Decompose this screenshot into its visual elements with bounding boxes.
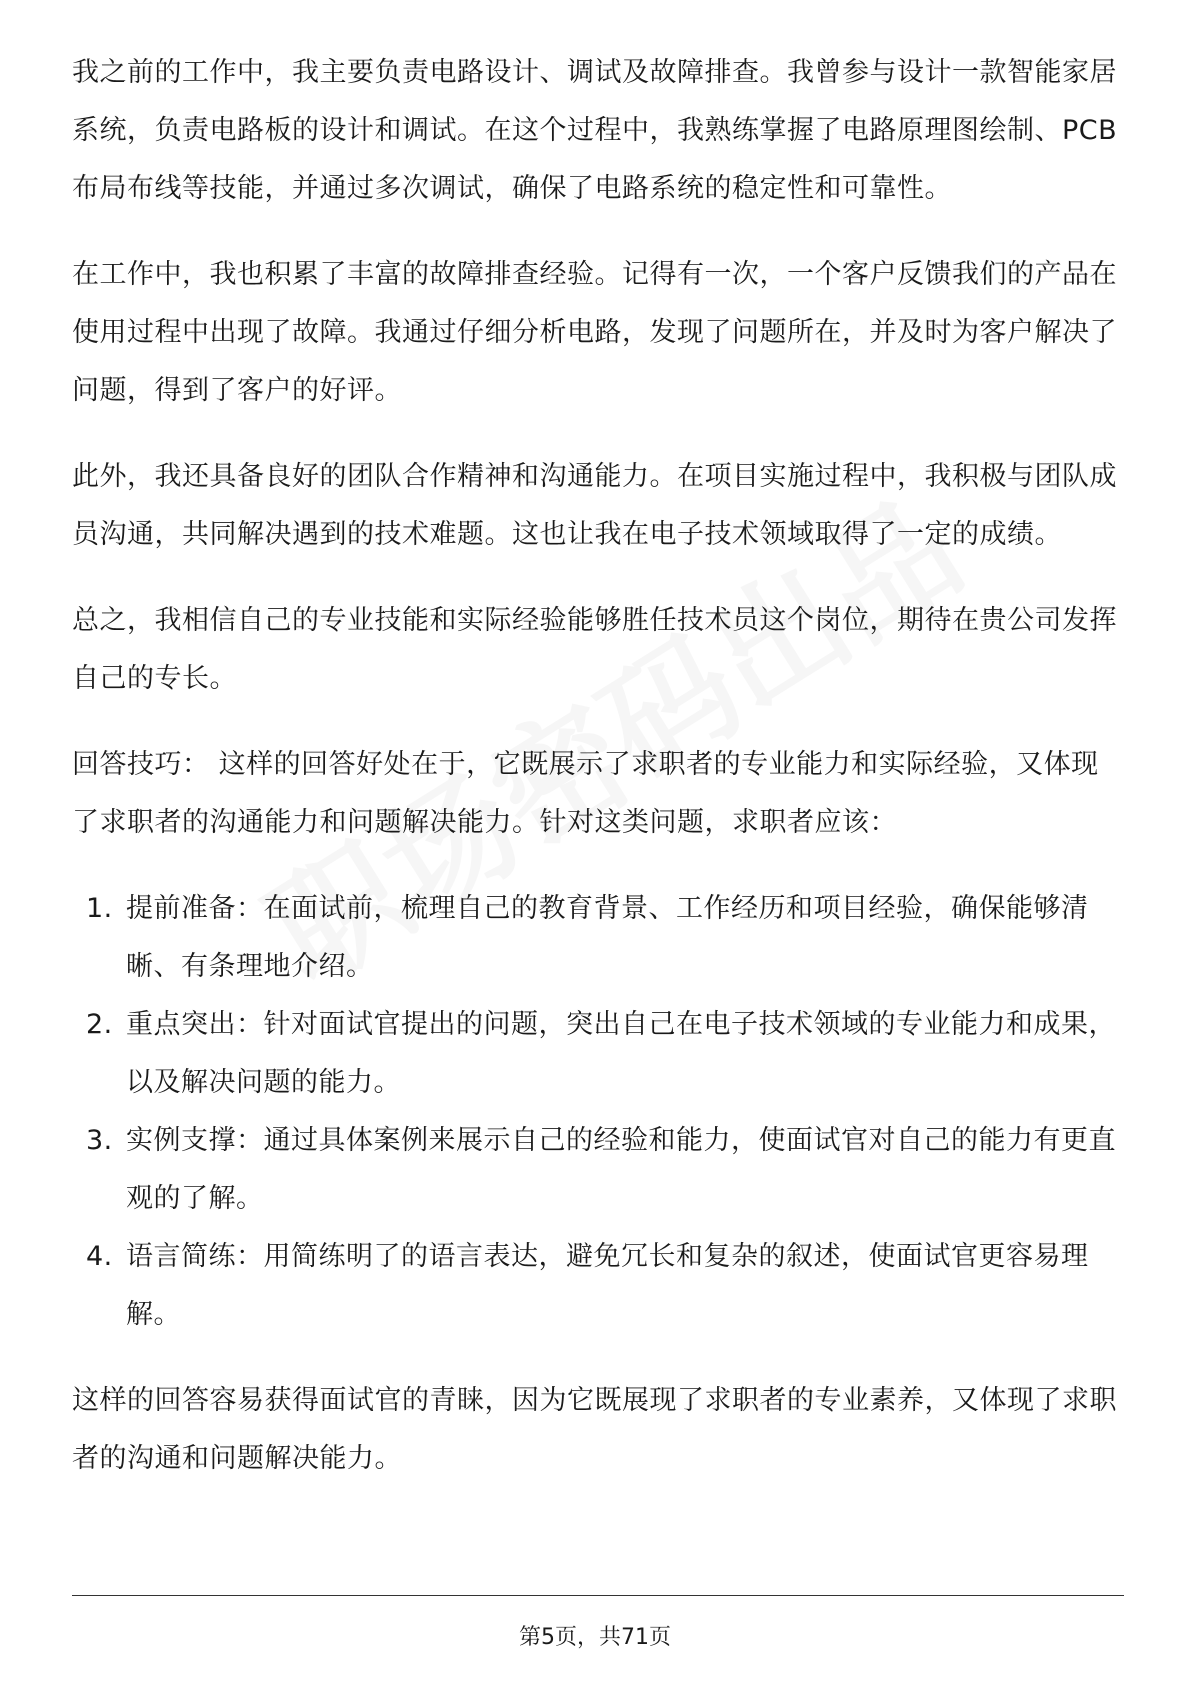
list-item-number: 3.: [86, 1125, 113, 1156]
paragraph-closing: 这样的回答容易获得面试官的青睐，因为它既展现了求职者的专业素养，又体现了求职者的沟通和问题解决能力。: [72, 1385, 1117, 1474]
list-item-text: 重点突出：针对面试官提出的问题，突出自己在电子技术领域的专业能力和成果，以及解决问题的能力。: [126, 1009, 1116, 1098]
paragraph-teamwork: 此外，我还具备良好的团队合作精神和沟通能力。在项目实施过程中，我积极与团队成员沟通，共同解决遇到的技术难题。这也让我在电子技术领域取得了一定的成绩。: [72, 461, 1117, 550]
list-item-text: 提前准备：在面试前，梳理自己的教育背景、工作经历和项目经验，确保能够清晰、有条理地介绍。: [126, 893, 1089, 982]
list-item: [72, 880, 1124, 996]
footer-divider: [72, 1595, 1124, 1596]
list-item: [72, 996, 1124, 1112]
page-number: 第5页，共71页: [519, 1625, 671, 1650]
list-item-text: 语言简练：用简练明了的语言表达，避免冗长和复杂的叙述，使面试官更容易理解。: [126, 1241, 1089, 1330]
list-item: [72, 1112, 1124, 1228]
document-body: [72, 44, 1124, 1516]
list-item-number: 4.: [86, 1241, 113, 1272]
list-item-number: 2.: [86, 1009, 113, 1040]
tips-list: [72, 880, 1124, 1344]
list-item-text: 实例支撑：通过具体案例来展示自己的经验和能力，使面试官对自己的能力有更直观的了解。: [126, 1125, 1116, 1214]
paragraph-summary: 总之，我相信自己的专业技能和实际经验能够胜任技术员这个岗位，期待在贵公司发挥自己的专长。: [72, 605, 1117, 694]
list-item-number: 1.: [86, 893, 113, 924]
paragraph-answer-tips: 回答技巧： 这样的回答好处在于，它既展示了求职者的专业能力和实际经验，又体现了求职者的沟通能力和问题解决能力。针对这类问题，求职者应该：: [72, 749, 1099, 838]
paragraph-troubleshooting: 在工作中，我也积累了丰富的故障排查经验。记得有一次，一个客户反馈我们的产品在使用过程中出现了故障。我通过仔细分析电路，发现了问题所在，并及时为客户解决了问题，得到了客户的好评。: [72, 259, 1117, 406]
list-item: [72, 1228, 1124, 1344]
paragraph-work-experience: 我之前的工作中，我主要负责电路设计、调试及故障排查。我曾参与设计一款智能家居系统，负责电路板的设计和调试。在这个过程中，我熟练掌握了电路原理图绘制、PCB布局布线等技能，并通过多次调试，确保了电路系统的稳定性和可靠性。: [72, 57, 1118, 204]
